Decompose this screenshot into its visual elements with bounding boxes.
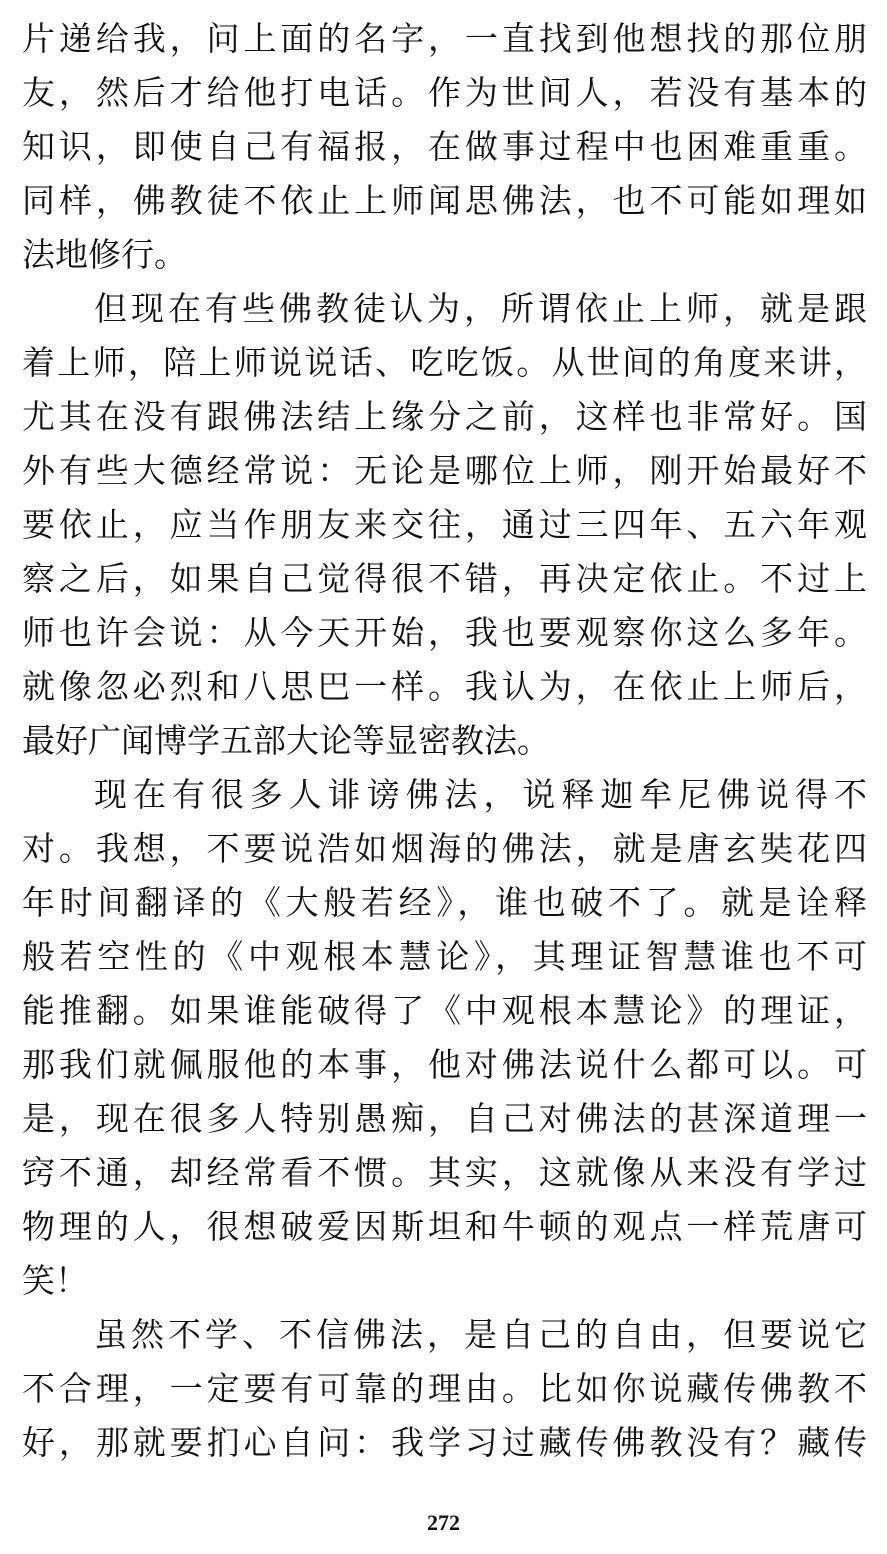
text-line: 能推翻。如果谁能破得了《中观根本慧论》的理证， <box>22 991 867 1030</box>
text-line: 好，那就要扪心自问：我学习过藏传佛教没有？藏传 <box>22 1423 867 1462</box>
text-line: 同样，佛教徒不依止上师闻思佛法，也不可能如理如 <box>22 181 867 220</box>
paragraph-3 <box>22 768 867 1308</box>
text-line: 着上师，陪上师说说话、吃吃饭。从世间的角度来讲， <box>22 343 867 382</box>
text-line: 是，现在很多人特别愚痴，自己对佛法的甚深道理一 <box>22 1099 867 1138</box>
text-line: 要依止，应当作朋友来交往，通过三四年、五六年观 <box>22 505 867 544</box>
text-line: 对。我想，不要说浩如烟海的佛法，就是唐玄奘花四 <box>22 829 867 868</box>
text-line: 但现在有些佛教徒认为，所谓依止上师，就是跟 <box>94 289 867 328</box>
text-line: 就像忽必烈和八思巴一样。我认为，在依止上师后， <box>22 667 867 706</box>
page-body-text <box>22 12 867 1470</box>
paragraph-1 <box>22 12 867 282</box>
text-line: 笑！ <box>22 1261 88 1300</box>
text-line: 法地修行。 <box>22 235 187 274</box>
text-line: 年时间翻译的《大般若经》，谁也破不了。就是诠释 <box>22 883 867 922</box>
text-line: 察之后，如果自己觉得很不错，再决定依止。不过上 <box>22 559 867 598</box>
text-line: 友，然后才给他打电话。作为世间人，若没有基本的 <box>22 73 867 112</box>
text-line: 外有些大德经常说：无论是哪位上师，刚开始最好不 <box>22 451 867 490</box>
text-line: 物理的人，很想破爱因斯坦和牛顿的观点一样荒唐可 <box>22 1207 867 1246</box>
text-line: 最好广闻博学五部大论等显密教法。 <box>22 721 550 760</box>
text-line: 尤其在没有跟佛法结上缘分之前，这样也非常好。国 <box>22 397 867 436</box>
text-line: 不合理，一定要有可靠的理由。比如你说藏传佛教不 <box>22 1369 867 1408</box>
text-line: 窍不通，却经常看不惯。其实，这就像从来没有学过 <box>22 1153 867 1192</box>
text-line: 般若空性的《中观根本慧论》，其理证智慧谁也不可 <box>22 937 867 976</box>
text-line: 那我们就佩服他的本事，他对佛法说什么都可以。可 <box>22 1045 867 1084</box>
text-line: 现在有很多人诽谤佛法，说释迦牟尼佛说得不 <box>94 775 867 814</box>
text-line: 知识，即使自己有福报，在做事过程中也困难重重。 <box>22 127 867 166</box>
text-line: 片递给我，问上面的名字，一直找到他想找的那位朋 <box>22 19 867 58</box>
paragraph-4 <box>22 1308 867 1470</box>
text-line: 师也许会说：从今天开始，我也要观察你这么多年。 <box>22 613 867 652</box>
text-line: 虽然不学、不信佛法，是自己的自由，但要说它 <box>94 1315 867 1354</box>
page-number: 272 <box>427 1510 460 1535</box>
paragraph-2 <box>22 282 867 768</box>
